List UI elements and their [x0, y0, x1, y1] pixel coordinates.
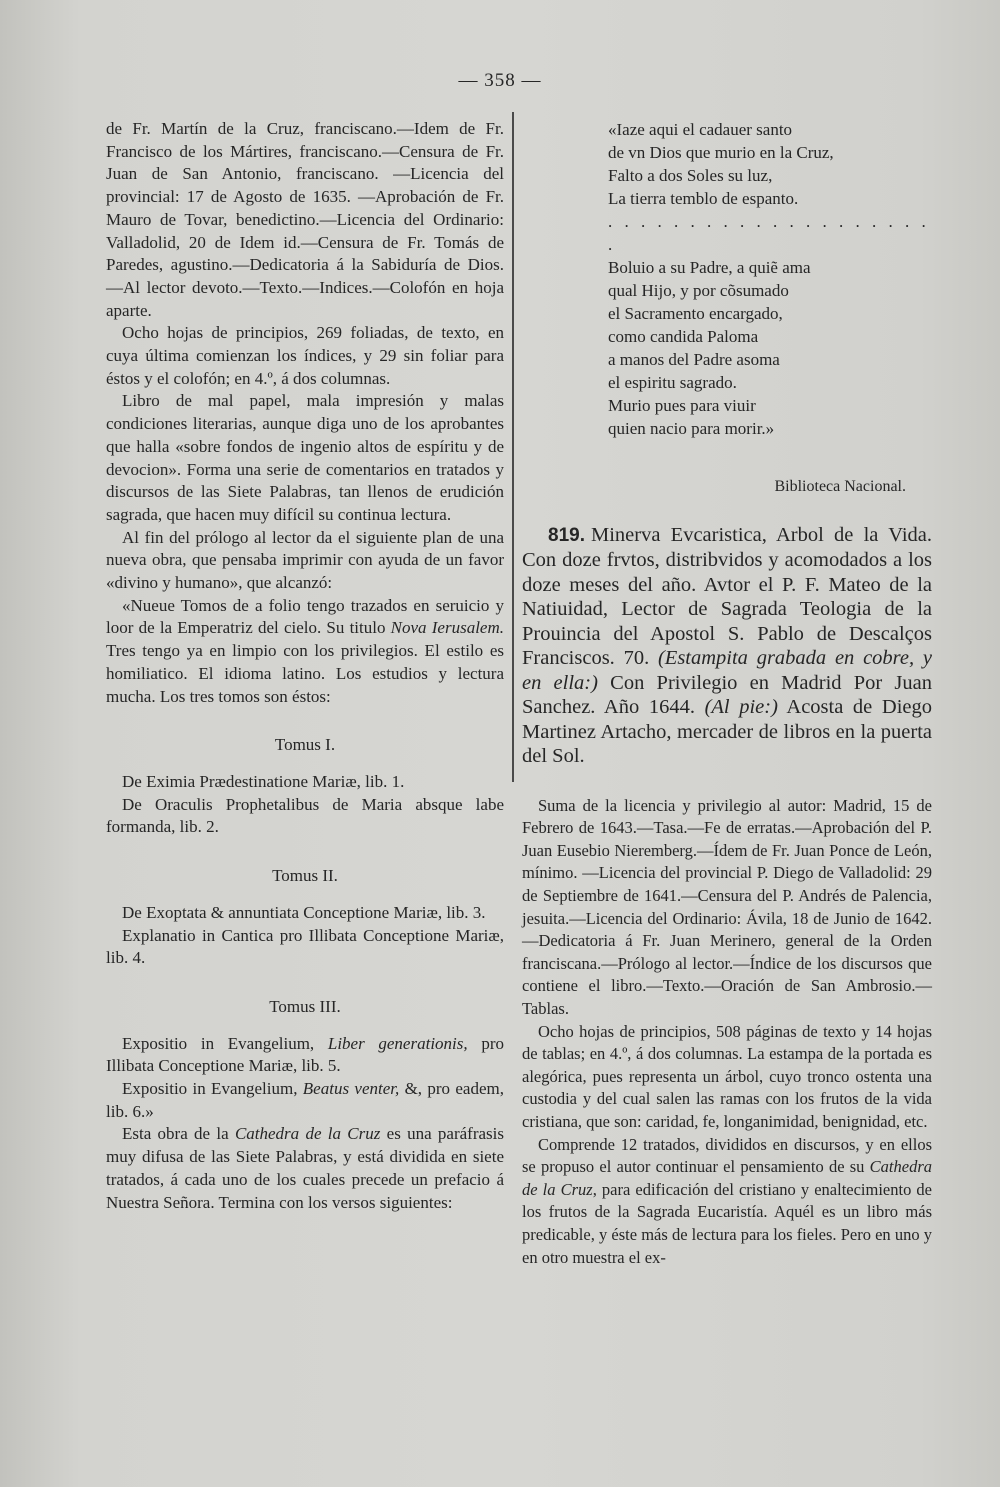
italic-phrase: Liber generationis, [327, 1033, 468, 1053]
verse-line: «Iaze aqui el cadauer santo [608, 120, 793, 139]
text-run: pro Illibata Conceptione Mariæ, lib. 5. [106, 1033, 504, 1076]
italic-title: Cathedra de la Cruz [234, 1124, 381, 1144]
right-paragraph-3 [522, 1134, 932, 1270]
tomus-2-item-2: Explanatio in Cantica pro Illibata Conceptione Mariæ, lib. 4. [106, 925, 504, 968]
verse-line: el espiritu sagrado. [608, 373, 737, 392]
left-paragraph-3: Libro de mal papel, mala impresión y malas condiciones literarias, aunque diga uno de los aprobantes que halla «sobre fondos de ingenio altos de espíritu y de devocion». Forma una serie de comentarios en tratados y discursos de las Siete Palabras, tan llenos de erudición sagrada, que hacen muy difícil su continua lectura. [106, 391, 504, 524]
verse-line: de vn Dios que murio en la Cruz, [608, 143, 834, 162]
ellipsis-line: . . . . . . . . . . . . . . . . . . . . . [608, 212, 930, 254]
entry-819-title [522, 523, 932, 769]
verse-line: el Sacramento encargado, [608, 304, 783, 323]
text-run: es una paráfrasis muy difusa de las Siete Palabras, y está dividida en siete tratados, á cada uno de los cuales precede un prefacio á Nuestra Señora. Termina con los versos siguientes: [106, 1124, 504, 1212]
left-column [106, 118, 504, 1214]
tomus-3-item-2 [106, 1078, 504, 1123]
column-divider [512, 112, 514, 782]
left-paragraph-1: de Fr. Martín de la Cruz, franciscano.—Idem de Fr. Francisco de los Mártires, franciscano.—Censura de Fr. Juan de San Antonio, franciscano. —Licencia del provincial: 17 de Agosto de 1635. —Aprobación de Fr. Mauro de Tovar, benedictino.—Licencia del Ordinario: Valladolid, 20 de Idem id.—Censura de Fr. Tomás de Paredes, agustino.—Dedicatoria á la Sabiduría de Dios. —Al lector devoto.—Texto.—Indices.—Colofón en hoja aparte. [106, 119, 504, 320]
text-run: Con Privilegio en Madrid Por Juan Sanchez. Año 1644. [522, 671, 932, 719]
text-run: &, pro eadem, lib. 6.» [106, 1079, 504, 1121]
text-run: Comprende 12 tratados, divididos en discursos, y en ellos se propuso el autor continuar el pensamiento de su [522, 1134, 932, 1177]
italic-title: Cathedra de la Cruz [522, 1157, 932, 1199]
right-paragraph-1: Suma de la licencia y privilegio al autor: Madrid, 15 de Febrero de 1643.—Tasa.—Fe de erratas.—Aprobación del P. Juan Eusebio Nieremberg.—Ídem de Fr. Juan Ponce de León, mínimo. —Licencia del provincial P. Diego de Valladolid: 29 de Septiembre de 1641.—Censura del P. Andrés de Palencia, jesuita.—Licencia del Ordinario: Ávila, 18 de Junio de 1642.—Dedicatoria á Fr. Juan Merinero, general de la Orden franciscana.—Prólogo al lector.—Índice de los discursos que contiene el libro.—Texto.—Oración de San Ambrosio.—Tablas. [522, 795, 932, 1019]
tomus-2-item-1: De Exoptata & annuntiata Conceptione Mariæ, lib. 3. [122, 902, 486, 922]
left-paragraph-5 [106, 595, 504, 709]
italic-note: (Estampita grabada en cobre, y en ella:) [522, 647, 932, 694]
verse-block [522, 118, 932, 440]
text-run: Minerva Evcaristica, Arbol de la Vida. Con doze frvtos, distribvidos y acomodados a los doze meses del año. Avtor el P. F. Mateo de la Natiuidad, Lector de Sagrada Teologia de la Prouincia del Apostol S. Pablo de Descalços Franciscos. 70. [522, 523, 932, 670]
text-run: Tres tengo ya en limpio con los privilegios. El estilo es homiliatico. El idioma latino. Los estudios y lectura mucha. Los tres tomos son éstos: [106, 641, 504, 706]
italic-phrase: Beatus venter, [302, 1079, 400, 1099]
left-paragraph-6 [106, 1123, 504, 1214]
left-paragraph-4: Al fin del prólogo al lector da el siguiente plan de una nueva obra, que pensaba imprimir con ayuda de un favor «divino y humano», que alcanzó: [106, 527, 504, 593]
page-number: — 358 — [458, 70, 542, 91]
italic-title: Nova Ierusalem. [390, 618, 504, 638]
verse-line: Boluio a su Padre, a quiẽ ama [608, 258, 811, 277]
tomus-3-item-1 [106, 1033, 504, 1078]
verse-line: Murio pues para viuir [608, 396, 756, 415]
text-run: Expositio in Evangelium, [122, 1079, 303, 1099]
tomus-1-item-2: De Oraculis Prophetalibus de Maria absque labe formanda, lib. 2. [106, 794, 504, 837]
verse-line: a manos del Padre asoma [608, 350, 780, 369]
verse-line: La tierra temblo de espanto. [608, 189, 799, 208]
tomus-3-heading: Tomus III. [269, 996, 341, 1016]
right-column [522, 118, 932, 1269]
entry-819-body [522, 795, 932, 1269]
verse-line: quien nacio para morir.» [608, 419, 775, 438]
right-paragraph-2: Ocho hojas de principios, 508 páginas de texto y 14 hojas de tablas; en 4.º, á dos columnas. La estampa de la portada es alegórica, pues representa un árbol, cuyo tronco ostenta una custodia y del cual salen las ramas con los frutos de la vida cristiana, que son: caridad, fe, longanimidad, benignidad, etc. [522, 1021, 932, 1132]
italic-note: (Al pie:) [704, 696, 778, 719]
tomus-1-heading: Tomus I. [274, 735, 336, 755]
text-run: , para edificación del cristiano y enaltecimiento de los frutos de la Sagrada Eucaristía. Aquél es un libro más predicable, y éste más de lectura para los fieles. Pero en uno y en otro muestra el ex- [522, 1179, 932, 1267]
tomus-2-heading: Tomus II. [272, 866, 338, 886]
text-run: Expositio in Evangelium, [122, 1033, 328, 1053]
verse-line: Falto a dos Soles su luz, [608, 166, 773, 185]
text-run: Acosta de Diego Martinez Artacho, mercader de libros en la puerta del Sol. [522, 696, 932, 768]
entry-number: 819. [548, 524, 585, 546]
verse-line: qual Hijo, y por cõsumado [608, 281, 789, 300]
verse-line: como candida Paloma [608, 327, 759, 346]
library-attribution: Biblioteca Nacional. [774, 478, 906, 495]
left-paragraph-2: Ocho hojas de principios, 269 foliadas, de texto, en cuya última comienzan los índices, y 29 sin foliar para éstos y el colofón; en 4.º, á dos columnas. [106, 323, 504, 388]
text-run: Esta obra de la [122, 1124, 235, 1144]
tomus-1-item-1: De Eximia Prædestinatione Mariæ, lib. 1. [122, 771, 405, 791]
text-run: «Nueue Tomos de a folio tengo trazados en seruicio y loor de la Emperatriz del cielo. Su titulo [106, 595, 504, 638]
